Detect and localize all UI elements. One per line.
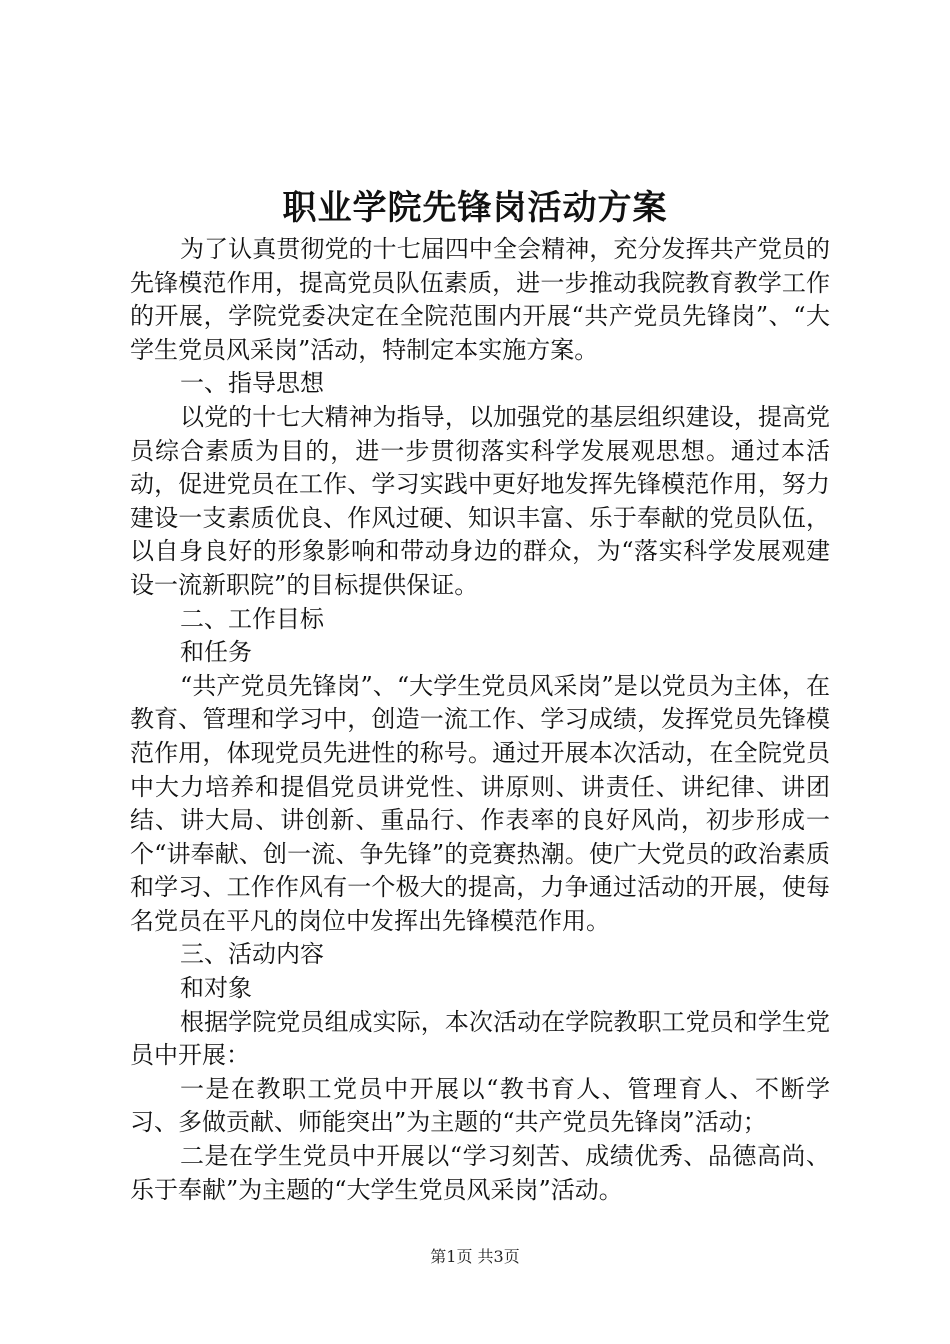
section-heading-goals: 二、工作目标 xyxy=(180,604,324,633)
section-heading-guiding-ideology: 一、指导思想 xyxy=(180,369,324,398)
section-heading-content-continued: 和对象 xyxy=(180,974,252,1003)
section-heading-content: 三、活动内容 xyxy=(180,940,324,969)
section-heading-goals-continued: 和任务 xyxy=(180,638,252,667)
intro-paragraph: 为了认真贯彻党的十七届四中全会精神，充分发挥共产党员的先锋模范作用，提高党员队伍素质，进一步推动我院教育教学工作的开展，学院党委决定在全院范围内开展“共产党员先锋岗”、“大学生党员风采岗”活动，特制定本实施方案。 xyxy=(130,235,830,364)
document-body xyxy=(130,233,830,1207)
guiding-ideology-paragraph: 以党的十七大精神为指导，以加强党的基层组织建设，提高党员综合素质为目的，进一步贯彻落实科学发展观思想。通过本活动，促进党员在工作、学习实践中更好地发挥先锋模范作用，努力建设一支素质优良、作风过硬、知识丰富、乐于奉献的党员队伍，以自身良好的形象影响和带动身边的群众，为“落实科学发展观建设一流新职院”的目标提供保证。 xyxy=(130,402,830,599)
page-footer: 第1页 共3页 xyxy=(430,1247,520,1266)
content-item-students-paragraph: 二是在学生党员中开展以“学习刻苦、成绩优秀、品德高尚、乐于奉献”为主题的“大学生党员风采岗”活动。 xyxy=(130,1142,830,1204)
page-title: 职业学院先锋岗活动方案 xyxy=(282,188,668,228)
content-item-staff-paragraph: 一是在教职工党员中开展以“教书育人、管理育人、不断学习、多做贡献、师能突出”为主题的“共产党员先锋岗”活动； xyxy=(130,1074,830,1137)
content-intro-paragraph: 根据学院党员组成实际，本次活动在学院教职工党员和学生党员中开展： xyxy=(130,1007,830,1070)
goals-paragraph: “共产党员先锋岗”、“大学生党员风采岗”是以党员为主体，在教育、管理和学习中，创造一流工作、学习成绩，发挥党员先锋模范作用，体现党员先进性的称号。通过开展本次活动，在全院党员中大力培养和提倡党员讲党性、讲原则、讲责任、讲纪律、讲团结、讲大局、讲创新、重品行、作表率的良好风尚，初步形成一个“讲奉献、创一流、争先锋”的竞赛热潮。使广大党员的政治素质和学习、工作作风有一个极大的提高，力争通过活动的开展，使每名党员在平凡的岗位中发挥出先锋模范作用。 xyxy=(130,671,830,935)
